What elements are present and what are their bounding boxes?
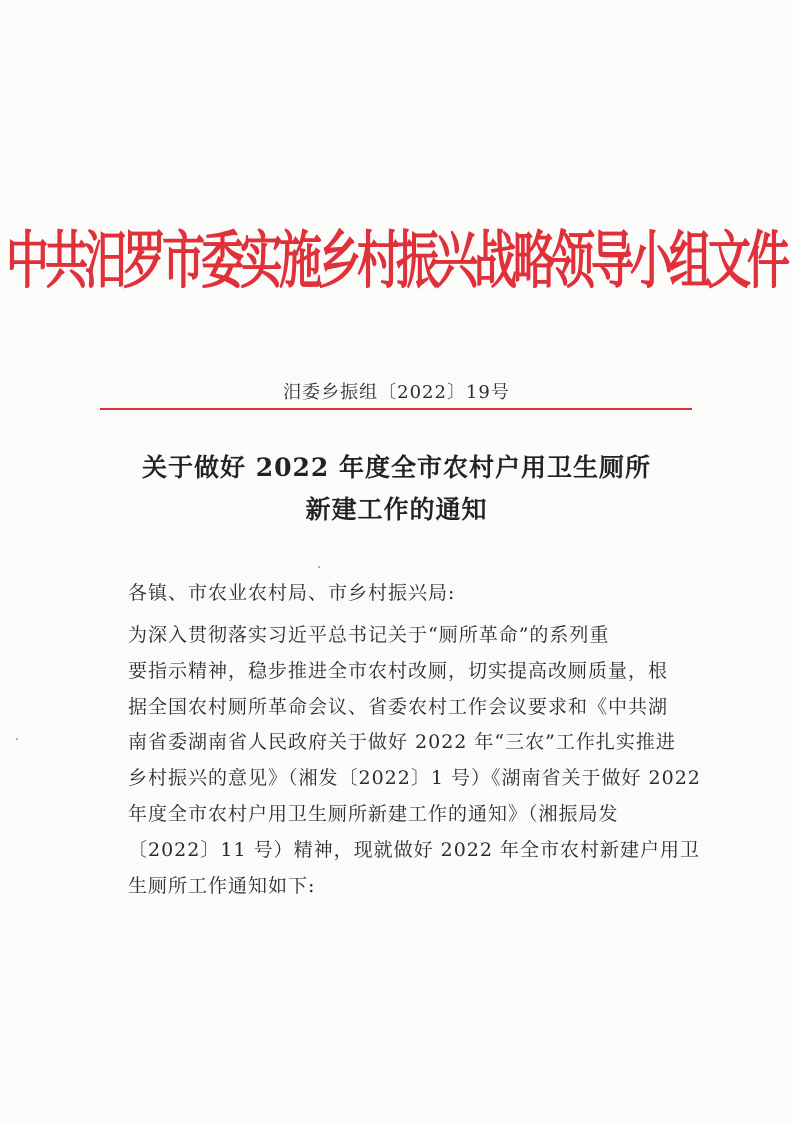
- document-number: 汨委乡振组〔2022〕19号: [283, 382, 510, 403]
- body-line: 乡村振兴的意见》（湘发〔2022〕1 号）《湖南省关于做好 2022: [128, 767, 701, 790]
- body-line: 南省委湖南省人民政府关于做好 2022 年“三农”工作扎实推进: [128, 731, 676, 754]
- scan-speck: [16, 738, 18, 740]
- notice-title-line-2: 新建工作的通知: [305, 495, 488, 524]
- body-line: 据全国农村厕所革命会议、省委农村工作会议要求和《中共湖: [128, 695, 669, 718]
- body-line: 〔2022〕11 号）精神，现就做好 2022 年全市农村新建户用卫: [128, 838, 701, 861]
- body-paragraph: [128, 618, 701, 904]
- body-line: 要指示精神，稳步推进全市农村改厕，切实提高改厕质量，根: [128, 659, 669, 682]
- body-line: 年度全市农村户用卫生厕所新建工作的通知》（湘振局发: [128, 802, 619, 825]
- scan-speck: [318, 566, 320, 568]
- body-line: 生厕所工作通知如下:: [128, 874, 316, 897]
- salutation: 各镇、市农业农村局、市乡村振兴局:: [128, 582, 456, 604]
- red-divider-line: [100, 408, 692, 410]
- red-header-title: 中共汨罗市委实施乡村振兴战略领导小组文件: [6, 224, 786, 298]
- body-line: 为深入贯彻落实习近平总书记关于“厕所革命”的系列重: [128, 624, 610, 646]
- notice-title-line-1: 关于做好 2022 年度全市农村户用卫生厕所: [142, 453, 651, 482]
